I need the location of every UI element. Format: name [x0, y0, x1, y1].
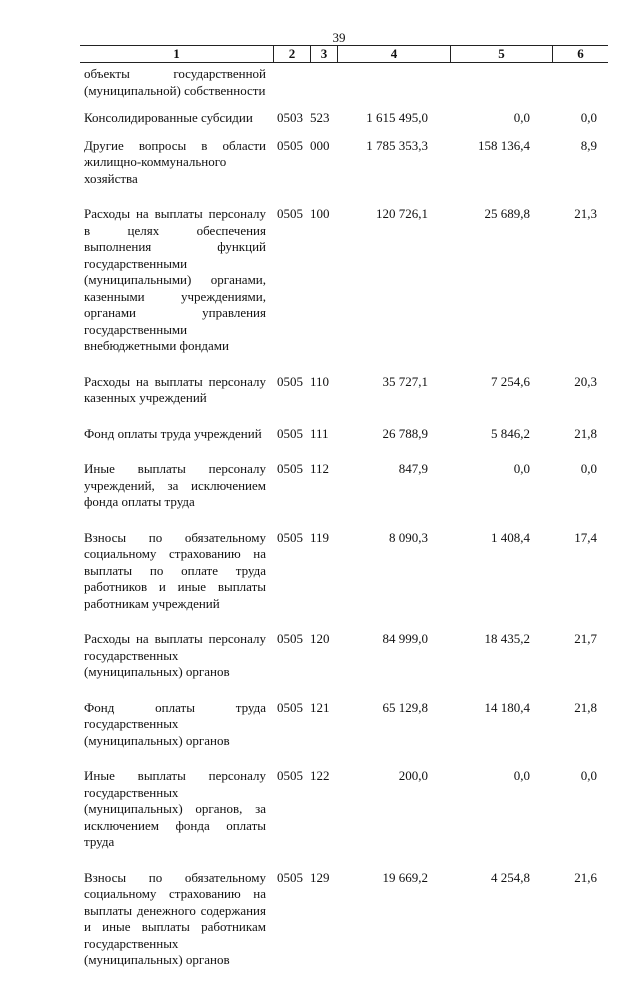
row-value-4: 26 788,9: [382, 425, 428, 441]
row-code: 120: [310, 631, 330, 646]
row-name: Взносы по обязательному социальному страхованию на выплаты по оплате труда работников и иные выплаты работникам учреждений: [84, 529, 266, 611]
row-code: 523: [310, 110, 330, 125]
row-value-5: 1 408,4: [491, 529, 530, 545]
row-value-6: 8,9: [580, 137, 597, 153]
row-name: Фонд оплаты труда государственных (муниципальных) органов: [84, 699, 266, 748]
row-code: 110: [310, 373, 330, 389]
column-header-5: 5: [450, 46, 552, 62]
table-header: [80, 45, 608, 63]
row-value-4: 35 727,1: [382, 373, 428, 389]
row-section: 0505: [277, 425, 303, 441]
table-row: [84, 426, 608, 443]
row-section: 0505: [277, 768, 303, 783]
table-row: [84, 206, 608, 355]
row-code: 112: [310, 461, 330, 476]
row-value-4: 1 785 353,3: [366, 137, 428, 153]
row-code: [310, 66, 340, 99]
row-value-4: 200,0: [398, 768, 428, 783]
row-value-5: 0,0: [513, 768, 530, 783]
row-value-6: 21,8: [574, 425, 597, 441]
row-value-4: 65 129,8: [382, 699, 428, 715]
row-value-6: 21,7: [574, 631, 597, 646]
row-value-4: [340, 66, 428, 99]
column-header-4: 4: [337, 46, 450, 62]
row-value-4: 19 669,2: [382, 869, 428, 885]
row-name: Иные выплаты персоналу учреждений, за исключением фонда оплаты труда: [84, 461, 266, 509]
row-value-4: 8 090,3: [389, 529, 428, 545]
row-name: Расходы на выплаты персоналу в целях обеспечения выполнения функций государственными (муниципальными) органами, казенными учреждениями, органами управления государственными внебюджетными фондами: [84, 206, 266, 353]
row-value-4: 1 615 495,0: [366, 110, 428, 125]
column-header-3: 3: [310, 46, 337, 62]
row-value-6: 21,8: [574, 699, 597, 715]
row-value-4: 84 999,0: [382, 631, 428, 646]
table-row: [84, 138, 608, 188]
row-value-5: 7 254,6: [491, 373, 530, 389]
table-row: [84, 66, 608, 99]
row-name: Фонд оплаты труда учреждений: [84, 425, 262, 441]
row-value-5: 0,0: [513, 110, 530, 125]
table-row: [84, 768, 608, 851]
row-value-5: 25 689,8: [484, 206, 530, 221]
row-name: объекты государственной (муниципальной) собственности: [84, 66, 266, 98]
row-section: 0505: [277, 373, 303, 389]
row-code: 000: [310, 137, 330, 153]
column-header-2: 2: [273, 46, 310, 62]
row-value-5: 5 846,2: [491, 425, 530, 441]
row-section: 0505: [277, 137, 303, 153]
row-value-4: 120 726,1: [376, 206, 428, 221]
table-row: [84, 530, 608, 613]
row-section: 0505: [277, 206, 303, 221]
row-value-6: [530, 66, 597, 99]
row-value-6: 21,6: [574, 869, 597, 885]
row-code: 121: [310, 699, 330, 715]
row-name: Иные выплаты персоналу государственных (муниципальных) органов, за исключением фонда оплаты труда: [84, 768, 266, 849]
row-code: 129: [310, 869, 330, 885]
column-header-6: 6: [552, 46, 608, 62]
row-value-4: 847,9: [398, 461, 428, 476]
row-value-6: 0,0: [580, 110, 597, 125]
row-section: 0505: [277, 461, 303, 476]
row-section: 0503: [277, 110, 303, 125]
row-section: 0505: [277, 869, 303, 885]
table-row: [84, 110, 608, 127]
row-section: [277, 66, 310, 99]
row-name: Взносы по обязательному социальному страхованию на выплаты денежного содержания и иные выплаты работникам государственных (муниципальных) органов: [84, 869, 266, 967]
page-number: 39: [332, 30, 346, 45]
table-body: [84, 66, 608, 988]
row-value-5: [428, 66, 530, 99]
row-code: 111: [310, 425, 329, 441]
row-value-6: 0,0: [580, 768, 597, 783]
table-row: [84, 461, 608, 511]
table-row: [84, 631, 608, 681]
row-value-5: 0,0: [513, 461, 530, 476]
row-code: 122: [310, 768, 330, 783]
row-code: 100: [310, 206, 330, 221]
table-row: [84, 374, 608, 407]
column-header-1: 1: [173, 46, 180, 61]
table-row: [84, 870, 608, 969]
row-name: Консолидированные субсидии: [84, 110, 253, 125]
row-name: Другие вопросы в области жилищно-коммунального хозяйства: [84, 137, 266, 186]
row-value-5: 158 136,4: [478, 137, 530, 153]
row-code: 119: [310, 529, 330, 545]
row-name: Расходы на выплаты персоналу казенных учреждений: [84, 373, 266, 405]
table-row: [84, 700, 608, 750]
row-value-6: 0,0: [580, 461, 597, 476]
row-value-6: 20,3: [574, 373, 597, 389]
row-section: 0505: [277, 699, 303, 715]
row-value-5: 14 180,4: [484, 699, 530, 715]
row-value-6: 21,3: [574, 206, 597, 221]
row-value-5: 18 435,2: [484, 631, 530, 646]
row-section: 0505: [277, 529, 303, 545]
row-value-5: 4 254,8: [491, 869, 530, 885]
row-value-6: 17,4: [574, 529, 597, 545]
row-name: Расходы на выплаты персоналу государственных (муниципальных) органов: [84, 631, 266, 679]
row-section: 0505: [277, 631, 303, 646]
